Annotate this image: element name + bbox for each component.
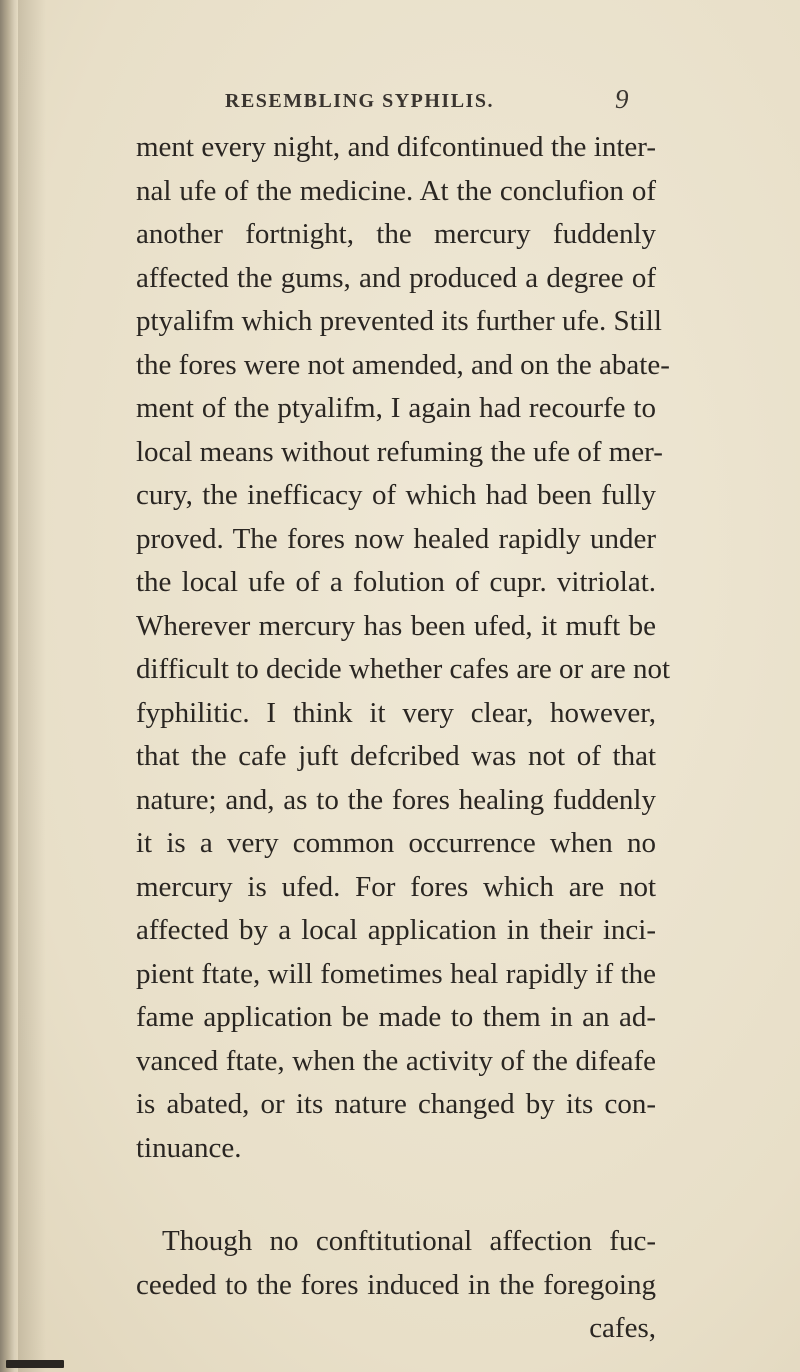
text-line: tinuance. — [136, 1131, 242, 1164]
text-line: ceeded to the fores induced in the foregoing — [136, 1268, 656, 1301]
text-line: cury, the inefficacy of which had been fully — [136, 479, 656, 511]
text-line: affected the gums, and produced a degree of — [136, 261, 656, 294]
text-line: Though no conftitutional affection fuc- — [162, 1225, 656, 1257]
text-line: it is a very common occurrence when no — [136, 827, 656, 859]
text-line: ment every night, and difcontinued the inter- — [136, 131, 656, 163]
text-line: local means without refuming the ufe of mer- — [136, 435, 663, 468]
catchword: cafes, — [589, 1312, 656, 1344]
text-line: pient ftate, will fometimes heal rapidly if the — [136, 957, 656, 990]
text-line: that the cafe juft defcribed was not of that — [136, 740, 656, 772]
text-line: ment of the ptyalifm, I again had recourfe to — [136, 392, 656, 424]
text-line: ptyalifm which prevented its further ufe. Still — [136, 305, 662, 337]
text-line: vanced ftate, when the activity of the difeafe — [136, 1044, 656, 1077]
text-line: affected by a local application in their inci- — [136, 914, 656, 946]
paragraph-gap — [136, 1170, 656, 1220]
text-line: is abated, or its nature changed by its con- — [136, 1088, 656, 1120]
text-line: the fores were not amended, and on the abate- — [136, 348, 670, 381]
running-head — [225, 84, 629, 118]
text-line: Wherever mercury has been ufed, it muft be — [136, 609, 656, 642]
text-line: fyphilitic. I think it very clear, however, — [136, 696, 656, 729]
running-title: RESEMBLING SYPHILIS. — [225, 90, 494, 112]
binding-edge — [0, 0, 18, 1372]
text-line: nal ufe of the medicine. At the conclufion of — [136, 174, 656, 207]
text-line: another fortnight, the mercury fuddenly — [136, 218, 656, 250]
binding-shadow — [18, 0, 46, 1372]
print-mark — [6, 1360, 64, 1368]
text-line: proved. The fores now healed rapidly under — [136, 522, 656, 555]
text-line: difficult to decide whether cafes are or are not — [136, 653, 671, 685]
page-number: 9 — [615, 84, 629, 114]
text-line: mercury is ufed. For fores which are not — [136, 870, 656, 903]
text-line: nature; and, as to the fores healing fuddenly — [136, 783, 656, 816]
text-line: fame application be made to them in an ad- — [136, 1001, 656, 1033]
body-text — [136, 126, 671, 1351]
text-line: the local ufe of a folution of cupr. vitriolat. — [136, 566, 656, 598]
